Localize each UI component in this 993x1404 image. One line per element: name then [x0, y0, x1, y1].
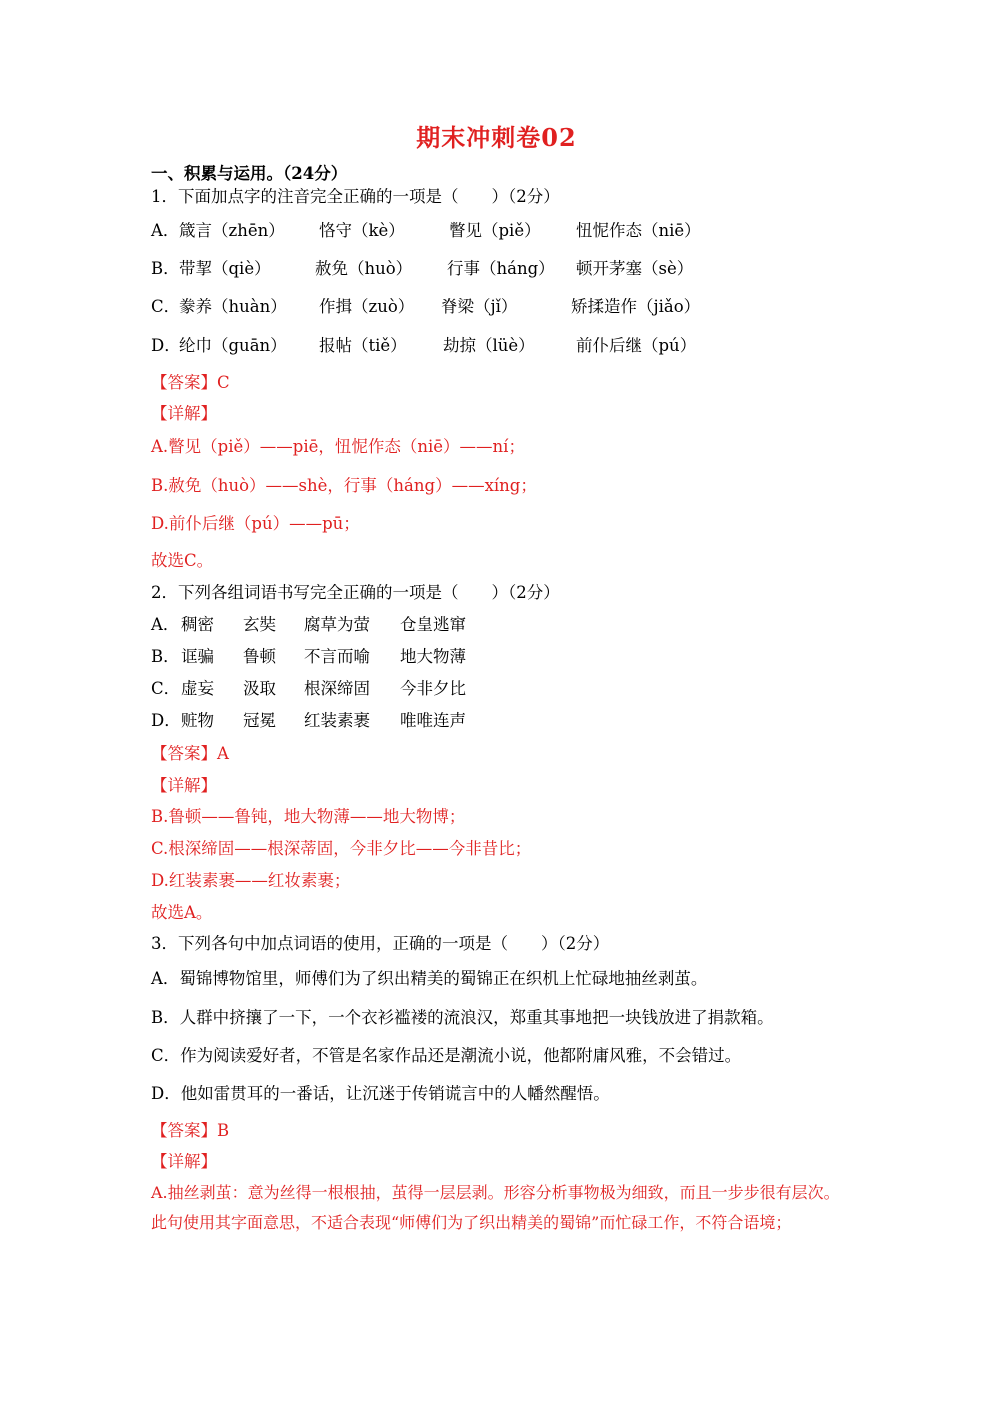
q2-detail-c: C.根深缔固——根深蒂固，今非夕比——今非昔比； — [151, 839, 532, 858]
q3-option-d: D．他如雷贯耳的一番话，让沉迷于传销谎言中的人幡然醒悟。 — [151, 1084, 610, 1103]
q1-conclusion: 故选C。 — [151, 551, 214, 570]
q3-option-a: A．蜀锦博物馆里，师傅们为了织出精美的蜀锦正在织机上忙碌地抽丝剥茧。 — [151, 969, 708, 988]
q1-option-c: C． 豢养（huàn） 作揖（zuò） 脊梁（jǐ） 矫揉造作（jiǎo） — [151, 297, 701, 316]
q1-option-a: A． 箴言（zhēn） 恪守（kè） 瞥见（piě） 忸怩作态（niē） — [151, 221, 701, 240]
q1-detail-a: A.瞥见（piě）——piē，忸怩作态（niē）——ní； — [151, 437, 525, 456]
q2-conclusion: 故选A。 — [151, 903, 213, 922]
q2-detail-d: D.红装素裹——红妆素裹； — [151, 871, 351, 890]
q2-detail-b: B.鲁顿——鲁钝，地大物薄——地大物博； — [151, 807, 466, 826]
question-1-stem: 1．下面加点字的注音完全正确的一项是（ ）（2分） — [151, 187, 560, 206]
q2-option-c: C． 虚妄 汲取 根深缔固 今非夕比 — [151, 679, 466, 698]
section-heading: 一、积累与运用。（24分） — [151, 164, 348, 183]
question-2-stem: 2．下列各组词语书写完全正确的一项是（ ）（2分） — [151, 583, 560, 602]
q2-detail-label: 【详解】 — [151, 776, 217, 795]
q3-option-c: C．作为阅读爱好者，不管是名家作品还是潮流小说，他都附庸风雅，不会错过。 — [151, 1046, 742, 1065]
q2-option-a: A． 稠密 玄奘 腐草为萤 仓皇逃窜 — [151, 615, 466, 634]
q1-detail-d: D.前仆后继（pú）——pū； — [151, 514, 360, 533]
question-3-stem: 3．下列各句中加点词语的使用，正确的一项是（ ）（2分） — [151, 934, 610, 953]
q1-detail-b: B.赦免（huò）——shè，行事（háng）——xíng； — [151, 476, 537, 495]
q1-detail-label: 【详解】 — [151, 404, 217, 423]
q1-answer: 【答案】C — [151, 373, 230, 392]
q2-option-d: D． 赃物 冠冕 红装素裹 唯唯连声 — [151, 711, 466, 730]
q1-option-d: D． 纶巾（guān） 报帖（tiě） 劫掠（lüè） 前仆后继（pú） — [151, 336, 697, 355]
q3-answer: 【答案】B — [151, 1121, 230, 1140]
q3-detail-a: A.抽丝剥茧：意为丝得一根根抽，茧得一层层剥。形容分析事物极为细致，而且一步步很有层次。此句使用其字面意思，不适合表现“师傅们为了织出精美的蜀锦”而忙碌工作，不符合语境； — [151, 1183, 840, 1232]
q3-detail-label: 【详解】 — [151, 1152, 217, 1171]
q1-option-b: B． 带挈（qiè） 赦免（huò） 行事（háng） 顿开茅塞（sè） — [151, 259, 694, 278]
q2-option-b: B． 诓骗 鲁顿 不言而喻 地大物薄 — [151, 647, 466, 666]
q3-option-b: B．人群中挤攘了一下，一个衣衫褴褛的流浪汉，郑重其事地把一块钱放进了捐款箱。 — [151, 1008, 774, 1027]
q2-answer: 【答案】A — [151, 744, 229, 763]
page-title: 期末冲刺卷02 — [416, 123, 577, 152]
